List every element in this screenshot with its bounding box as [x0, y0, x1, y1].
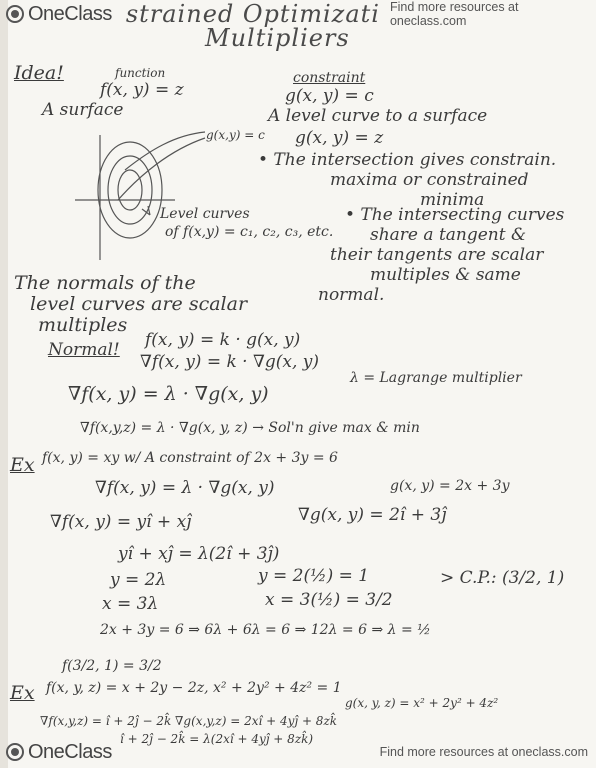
grad-g: ∇g(x, y) = 2î + 3ĵ: [298, 505, 447, 525]
ex1-g: g(x, y) = 2x + 3y: [390, 478, 510, 494]
x-value: x = 3(½) = 3/2: [265, 590, 393, 610]
bottom-banner: [0, 738, 596, 766]
ex2-last: î + 2ĵ − 2k̂ = λ(2xî + 4yĵ + 8zk̂): [120, 732, 314, 746]
gxy-c: g(x, y) = c: [285, 86, 374, 106]
intersection-line3: minima: [420, 190, 485, 210]
intersection-line2: maxima or constrained: [330, 170, 529, 190]
oneclass-logo-bottom[interactable]: [6, 741, 112, 764]
intersecting-line2: share a tangent &: [370, 225, 527, 245]
ex1-problem: f(x, y) = xy w/ A constraint of 2x + 3y = 6: [42, 450, 338, 466]
intersection-line1: • The intersection gives constrain.: [258, 150, 557, 170]
normal-eq1: f(x, y) = k · g(x, y): [145, 330, 301, 350]
lagrange-text: λ = Lagrange multiplier: [350, 370, 522, 386]
find-more-link[interactable]: Find more resources at oneclass.com: [389, 0, 519, 28]
page-title-line2: Multipliers: [205, 24, 350, 52]
oneclass-logo-text: OneClass: [28, 2, 112, 25]
critical-point: > C.P.: (3/2, 1): [440, 568, 565, 588]
constraint-sub: 2x + 3y = 6 ⇒ 6λ + 6λ = 6 ⇒ 12λ = 6 ⇒ λ = ½: [100, 622, 431, 638]
constraint-label: constraint: [293, 70, 366, 86]
level-curves-line2: of f(x,y) = c₁, c₂, c₃, etc.: [165, 224, 334, 240]
f-value: f(3/2, 1) = 3/2: [62, 658, 162, 674]
grad-eq3: ∇f(x,y,z) = λ · ∇g(x, y, z) → Sol'n give max & min: [80, 420, 420, 436]
intersecting-line1: • The intersecting curves: [345, 205, 565, 225]
normals-line2: level curves are scalar: [30, 293, 248, 315]
level-curve-text: A level curve to a surface: [268, 106, 488, 126]
gxy-z: g(x, y) = z: [295, 128, 384, 148]
normals-line1: The normals of the: [14, 272, 196, 294]
ex2-grad: ∇f(x,y,z) = î + 2ĵ − 2k̂ ∇g(x,y,z) = 2xî + 4yĵ + 8zk̂: [40, 714, 338, 728]
normal-label: Normal!: [48, 340, 120, 360]
fxy-z: f(x, y) = z: [100, 80, 184, 100]
y-value: y = 2(½) = 1: [258, 566, 370, 586]
page-title-line1: strained Optimizati: [125, 0, 380, 28]
normal-eq2: ∇f(x, y) = k · ∇g(x, y): [140, 352, 320, 372]
ex1-label: Ex: [10, 454, 35, 476]
level-curves-line1: Level curves: [160, 206, 250, 222]
yi-xj-eq: yî + xĵ = λ(2î + 3ĵ): [118, 544, 280, 564]
normals-line3: multiples: [38, 314, 128, 336]
sketch-gxy-c: g(x,y) = c: [206, 128, 265, 142]
ex2-label: Ex: [10, 682, 35, 704]
ex1-grad: ∇f(x, y) = λ · ∇g(x, y): [95, 478, 275, 498]
function-label: function: [115, 66, 166, 80]
x-3lambda: x = 3λ: [102, 594, 159, 614]
oneclass-logo-icon-bottom: [6, 743, 24, 761]
grad-eq: ∇f(x, y) = λ · ∇g(x, y): [68, 383, 269, 405]
intersecting-line5: normal.: [318, 285, 385, 305]
intersecting-line3: their tangents are scalar: [330, 245, 544, 265]
y-2lambda: y = 2λ: [110, 570, 167, 590]
ex2-problem: f(x, y, z) = x + 2y − 2z, x² + 2y² + 4z² = 1: [46, 680, 342, 696]
grad-f: ∇f(x, y) = yî + xĵ: [50, 512, 192, 532]
find-more-link-bottom[interactable]: Find more resources at oneclass.com: [379, 745, 588, 759]
oneclass-logo-text-bottom: OneClass: [28, 740, 112, 763]
a-surface: A surface: [42, 100, 124, 120]
intersecting-line4: multiples & same: [370, 265, 521, 285]
idea-label: Idea!: [14, 62, 64, 84]
ex2-g: g(x, y, z) = x² + 2y² + 4z²: [345, 696, 499, 710]
